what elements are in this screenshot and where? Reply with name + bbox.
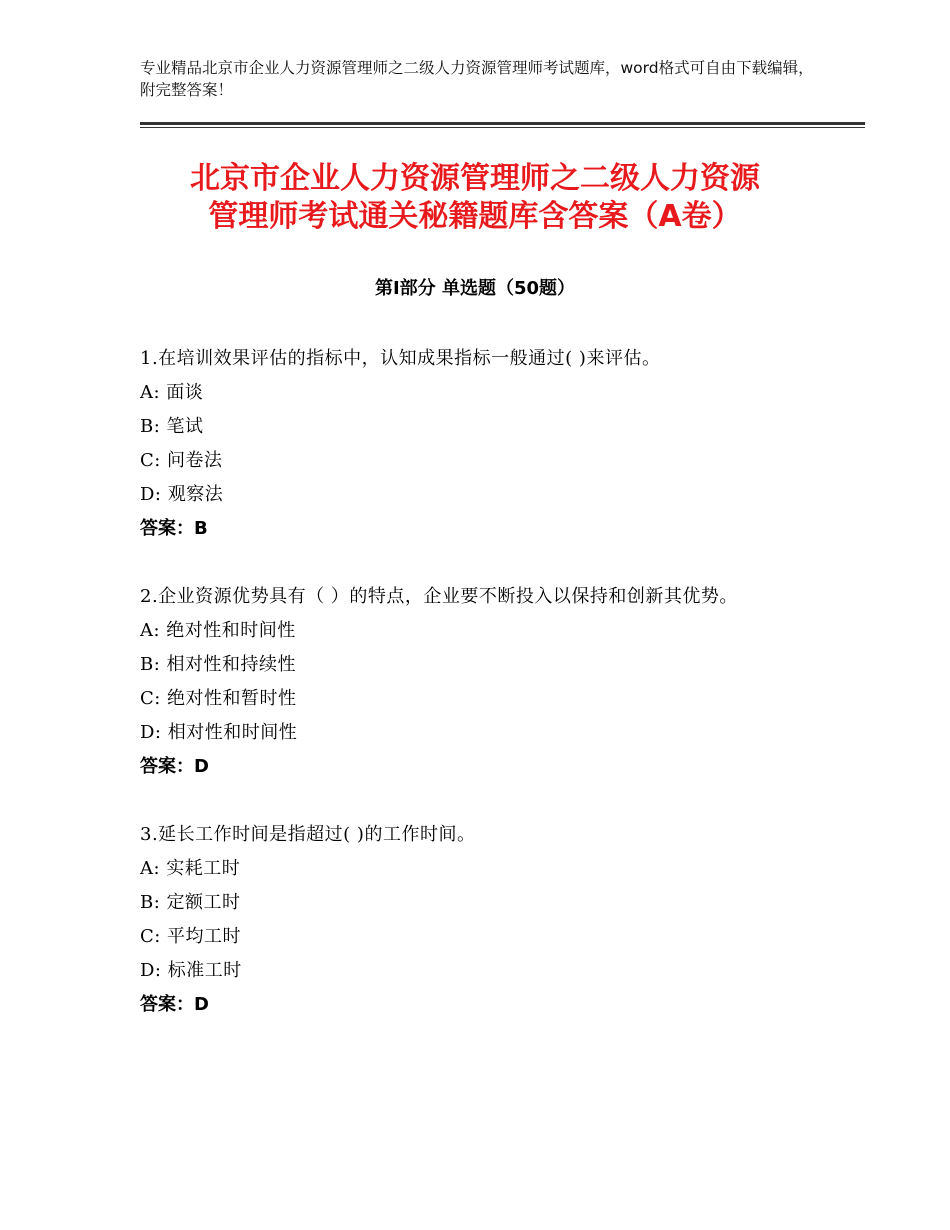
option-c: C: 绝对性和暂时性 [140,688,297,709]
document-title-line-1: 北京市企业人力资源管理师之二级人力资源 [190,161,760,196]
answer: 答案：B [140,518,208,539]
header-rule-thick [140,122,865,125]
question-stem: 1.在培训效果评估的指标中，认知成果指标一般通过( )来评估。 [140,348,661,369]
option-c: C: 问卷法 [140,450,223,471]
document-title-line-2: 管理师考试通关秘籍题库含答案（A卷） [208,199,742,234]
option-a: A: 绝对性和时间性 [140,620,296,641]
question-2 [140,580,810,784]
option-a: A: 面谈 [140,382,204,403]
answer: 答案：D [140,756,209,777]
option-d: D: 相对性和时间性 [140,722,298,743]
option-c: C: 平均工时 [140,926,242,947]
question-stem: 3.延长工作时间是指超过( )的工作时间。 [140,824,476,845]
section-title: 第Ⅰ部分 单选题（50题） [374,278,575,299]
option-a: A: 实耗工时 [140,858,241,879]
question-list [140,342,810,1056]
question-stem: 2.企业资源优势具有（ ）的特点，企业要不断投入以保持和创新其优势。 [140,586,738,607]
option-b: B: 相对性和持续性 [140,654,297,675]
option-b: B: 定额工时 [140,892,241,913]
option-d: D: 观察法 [140,484,224,505]
question-1 [140,342,810,546]
header-rule-thin [140,127,865,128]
document-title [140,160,810,236]
answer: 答案：D [140,994,209,1015]
option-b: B: 笔试 [140,416,204,437]
option-d: D: 标准工时 [140,960,242,981]
question-3 [140,818,810,1022]
header-note: 专业精品北京市企业人力资源管理师之二级人力资源管理师考试题库，word格式可自由下载编辑，附完整答案！ [140,59,814,99]
